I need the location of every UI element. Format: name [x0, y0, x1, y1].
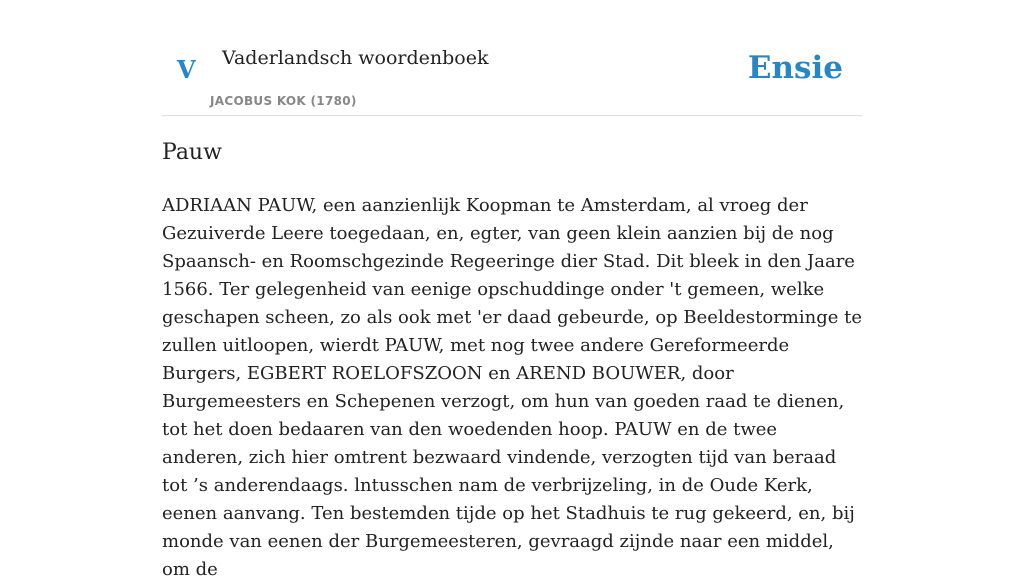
- ensie-logo[interactable]: Ensie: [747, 50, 843, 86]
- book-author: JACOBUS KOK (1780): [210, 94, 357, 108]
- index-letter-link[interactable]: V: [177, 55, 196, 84]
- book-title-link[interactable]: Vaderlandsch woordenboek: [222, 47, 489, 69]
- page-header: [162, 40, 862, 116]
- entry-body-text: ADRIAAN PAUW, een aanzienlijk Koopman te Amsterdam, al vroeg der Gezuiverde Leere toegedaan, en, egter, van geen klein aanzien bij de nog Spaansch- en Roomschgezinde Regeeringe dier Stad. Dit bleek in den Jaare 1566. Ter gelegenheid van eenige opschuddinge onder 't gemeen, welke geschapen scheen, zo als ook met 'er daad gebeurde, op Beeldestorminge te zullen uitloopen, wierdt PAUW, met nog twee andere Gereformeerde Burgers, EGBERT ROELOFSZOON en AREND BOUWER, door Burgemeesters en Schepenen verzogt, om hun van goeden raad te dienen, tot het doen bedaaren van den woedenden hoop. PAUW en de twee anderen, zich hier omtrent bezwaard vindende, verzogten tijd van beraad tot ’s anderendaags. lntusschen nam de verbrijzeling, in de Oude Kerk, eenen aanvang. Ten bestemden tijde op het Stadhuis te rug gekeerd, en, bij monde van eenen der Burgemeesteren, gevraagd zijnde naar een middel, om de: [162, 195, 863, 580]
- entry-title: Pauw: [162, 140, 222, 165]
